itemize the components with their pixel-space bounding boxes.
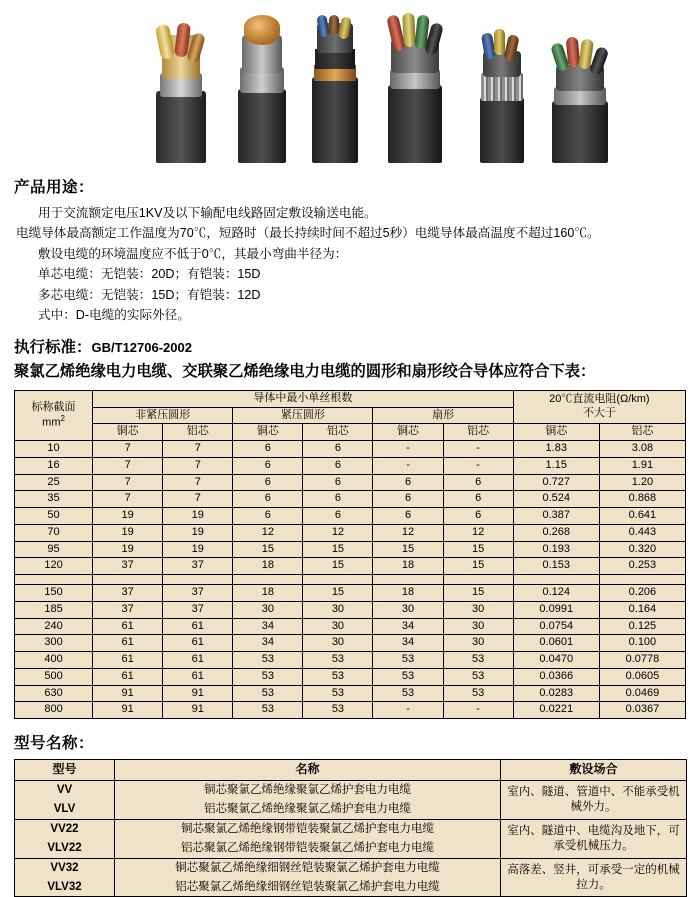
cell-se-cu: 18 <box>373 558 443 575</box>
cell-ru-cu: 7 <box>93 474 163 491</box>
cell-ru-cu: 61 <box>93 635 163 652</box>
cell-r-cu: 0.0601 <box>513 635 599 652</box>
cell-name: 铝芯聚氯乙烯绝缘钢带铠装聚氯乙烯护套电力电缆 <box>115 839 501 858</box>
cell-model: VLV <box>15 800 115 819</box>
product-photo-banner <box>0 0 700 175</box>
cell-ru-cu: 61 <box>93 618 163 635</box>
conductor-table-body <box>15 441 686 719</box>
header-dc-resistance-line2: 不大于 <box>582 407 616 420</box>
cell-rp-al: 53 <box>303 652 373 669</box>
cell-size: 50 <box>15 508 93 525</box>
cell-size: 800 <box>15 702 93 719</box>
table-row <box>15 652 686 669</box>
cell-se-al: - <box>443 702 513 719</box>
cell-ru-al: 37 <box>163 601 233 618</box>
model-table-body <box>15 780 687 897</box>
cell-ru-al: 19 <box>163 508 233 525</box>
cell-se-cu: - <box>373 702 443 719</box>
cell-r-al: 0.0778 <box>599 652 685 669</box>
cable-core-yellow <box>155 24 175 60</box>
cell-r-al: 0.0605 <box>599 668 685 685</box>
cell-r-al: 0.206 <box>599 585 685 602</box>
cell-rp-cu: 53 <box>233 652 303 669</box>
cell-rp-al: 53 <box>303 702 373 719</box>
cable-outer-sheath <box>312 77 358 163</box>
table-row <box>15 491 686 508</box>
cell-rp-al: 15 <box>303 558 373 575</box>
cell-rp-cu: 34 <box>233 635 303 652</box>
cell-model: VV32 <box>15 858 115 877</box>
table-row <box>15 780 687 799</box>
table-row <box>15 635 686 652</box>
cell-r-al: 0.100 <box>599 635 685 652</box>
spacer-cell <box>513 575 599 585</box>
usage-line-4: 单芯电缆：无铠装：20D；有铠装：15D <box>38 267 261 282</box>
usage-line-3: 敷设电缆的环境温度应不低于0℃，其最小弯曲半径为： <box>38 246 348 261</box>
cell-se-al: 30 <box>443 618 513 635</box>
cell-usage: 室内、隧道中、电缆沟及地下，可承受机械压力。 <box>501 819 687 858</box>
header-name: 名称 <box>115 760 501 781</box>
cell-model: VLV22 <box>15 839 115 858</box>
cell-size: 25 <box>15 474 93 491</box>
cell-rp-al: 30 <box>303 618 373 635</box>
cell-size: 300 <box>15 635 93 652</box>
cell-se-al: 53 <box>443 652 513 669</box>
table-row <box>15 441 686 458</box>
cell-rp-al: 15 <box>303 541 373 558</box>
spacer-cell <box>443 575 513 585</box>
cell-r-cu: 0.0221 <box>513 702 599 719</box>
cell-rp-cu: 53 <box>233 702 303 719</box>
cell-ru-al: 61 <box>163 618 233 635</box>
product-usage-section <box>0 175 700 325</box>
cell-rp-cu: 6 <box>233 474 303 491</box>
cell-se-al: 30 <box>443 635 513 652</box>
execution-standard-label: 执行标准： <box>14 339 92 357</box>
header-sector: 扇形 <box>373 407 513 424</box>
cell-r-al: 0.868 <box>599 491 685 508</box>
table-row <box>15 618 686 635</box>
model-table <box>14 759 687 897</box>
cell-rp-cu: 6 <box>233 441 303 458</box>
cell-name: 铝芯聚氯乙烯绝缘聚氯乙烯护套电力电缆 <box>115 800 501 819</box>
cell-ru-cu: 19 <box>93 541 163 558</box>
header-round-pressed: 紧压圆形 <box>233 407 373 424</box>
spacer-cell <box>163 575 233 585</box>
cell-r-al: 0.0469 <box>599 685 685 702</box>
cable-sample-4 <box>378 11 458 163</box>
spacer-cell <box>303 575 373 585</box>
cell-ru-al: 7 <box>163 491 233 508</box>
cell-size: 35 <box>15 491 93 508</box>
cell-se-al: 6 <box>443 491 513 508</box>
cell-rp-cu: 53 <box>233 668 303 685</box>
cell-rp-al: 6 <box>303 457 373 474</box>
execution-standard-row <box>14 335 700 357</box>
cable-steel-wire-armour <box>481 73 523 101</box>
cell-ru-cu: 19 <box>93 508 163 525</box>
cell-size: 185 <box>15 601 93 618</box>
cell-se-cu: 6 <box>373 491 443 508</box>
cell-ru-al: 37 <box>163 585 233 602</box>
cable-outer-sheath <box>552 101 608 163</box>
spacer-cell <box>15 575 93 585</box>
table-row <box>15 558 686 575</box>
cell-size: 400 <box>15 652 93 669</box>
cell-rp-cu: 15 <box>233 541 303 558</box>
cell-se-cu: 15 <box>373 541 443 558</box>
header-ru-copper: 铜芯 <box>93 424 163 441</box>
cell-rp-al: 6 <box>303 474 373 491</box>
cell-se-al: 53 <box>443 685 513 702</box>
cell-se-al: 15 <box>443 541 513 558</box>
table-row <box>15 524 686 541</box>
cell-r-al: 0.320 <box>599 541 685 558</box>
cable-outer-sheath <box>238 89 286 163</box>
product-usage-title: 产品用途： <box>14 179 95 196</box>
cell-rp-al: 30 <box>303 635 373 652</box>
header-group-dc-resistance <box>513 390 685 424</box>
cell-ru-al: 61 <box>163 668 233 685</box>
header-dc-resistance-line1: 20℃直流电阻(Ω/km) <box>549 393 650 406</box>
header-rp-aluminum: 铝芯 <box>303 424 373 441</box>
cell-usage: 室内、隧道、管道中、不能承受机械外力。 <box>501 780 687 819</box>
cell-r-cu: 0.124 <box>513 585 599 602</box>
usage-line-1: 用于交流额定电压1KV及以下输配电线路固定敷设输送电能。 <box>38 206 377 220</box>
cell-rp-al: 12 <box>303 524 373 541</box>
cell-ru-cu: 7 <box>93 491 163 508</box>
table-row <box>15 585 686 602</box>
cell-r-al: 1.91 <box>599 457 685 474</box>
header-unit: mm <box>42 416 61 429</box>
cable-core-brown <box>329 15 339 35</box>
product-usage-body <box>16 203 684 325</box>
cell-size: 70 <box>15 524 93 541</box>
cell-se-al: 6 <box>443 508 513 525</box>
cell-model: VV <box>15 780 115 799</box>
table-spacer-row <box>15 575 686 585</box>
cell-se-al: 15 <box>443 585 513 602</box>
cell-r-cu: 0.727 <box>513 474 599 491</box>
header-model: 型号 <box>15 760 115 781</box>
cell-se-cu: 34 <box>373 618 443 635</box>
conductor-table-wrap <box>14 390 686 719</box>
spacer-cell <box>233 575 303 585</box>
cell-ru-al: 61 <box>163 652 233 669</box>
cell-ru-al: 91 <box>163 685 233 702</box>
cell-ru-cu: 61 <box>93 668 163 685</box>
cell-se-al: 15 <box>443 558 513 575</box>
table-row <box>15 702 686 719</box>
cell-r-cu: 0.0283 <box>513 685 599 702</box>
cell-r-cu: 0.153 <box>513 558 599 575</box>
spacer-cell <box>373 575 443 585</box>
cell-r-cu: 0.524 <box>513 491 599 508</box>
cell-name: 铝芯聚氯乙烯绝缘细钢丝铠装聚氯乙烯护套电力电缆 <box>115 878 501 897</box>
cell-ru-cu: 37 <box>93 585 163 602</box>
cell-rp-al: 6 <box>303 491 373 508</box>
header-res-aluminum: 铝芯 <box>599 424 685 441</box>
cell-rp-al: 6 <box>303 508 373 525</box>
header-usage: 敷设场合 <box>501 760 687 781</box>
cell-ru-cu: 61 <box>93 652 163 669</box>
cell-ru-al: 19 <box>163 541 233 558</box>
cell-rp-al: 15 <box>303 585 373 602</box>
cell-r-al: 0.641 <box>599 508 685 525</box>
usage-line-5: 多芯电缆：无铠装：15D；有铠装：12D <box>38 287 261 302</box>
cable-copper-conductor <box>244 15 280 45</box>
cell-ru-al: 19 <box>163 524 233 541</box>
cell-size: 16 <box>15 457 93 474</box>
cell-rp-cu: 12 <box>233 524 303 541</box>
header-res-copper: 铜芯 <box>513 424 599 441</box>
cell-r-cu: 0.0366 <box>513 668 599 685</box>
table-row <box>15 685 686 702</box>
cell-se-cu: 6 <box>373 474 443 491</box>
table-row <box>15 858 687 877</box>
cell-r-cu: 1.83 <box>513 441 599 458</box>
header-round-unpressed: 非紧压圆形 <box>93 407 233 424</box>
cell-r-cu: 0.0470 <box>513 652 599 669</box>
cell-r-al: 0.164 <box>599 601 685 618</box>
cell-ru-cu: 91 <box>93 702 163 719</box>
model-table-wrap <box>14 759 686 897</box>
cell-ru-cu: 7 <box>93 457 163 474</box>
cell-size: 120 <box>15 558 93 575</box>
cell-usage: 高落差、竖井，可承受一定的机械拉力。 <box>501 858 687 897</box>
cell-size: 150 <box>15 585 93 602</box>
cell-size: 95 <box>15 541 93 558</box>
header-nominal-section-line2 <box>17 414 90 430</box>
header-nominal-section <box>15 390 93 440</box>
cell-rp-cu: 6 <box>233 491 303 508</box>
cell-rp-cu: 6 <box>233 457 303 474</box>
cell-se-cu: 12 <box>373 524 443 541</box>
cell-r-cu: 0.193 <box>513 541 599 558</box>
header-se-copper: 铜芯 <box>373 424 443 441</box>
usage-line-2: 电缆导体最高额定工作温度为70℃，短路时（最长持续时间不超过5秒）电缆导体最高温度不超过160℃。 <box>16 226 600 241</box>
table-row <box>15 668 686 685</box>
cell-ru-al: 7 <box>163 457 233 474</box>
table-row <box>15 819 687 838</box>
header-ru-aluminum: 铝芯 <box>163 424 233 441</box>
cell-se-cu: - <box>373 457 443 474</box>
cell-se-cu: 18 <box>373 585 443 602</box>
cell-r-cu: 0.387 <box>513 508 599 525</box>
cell-rp-cu: 53 <box>233 685 303 702</box>
cell-ru-cu: 19 <box>93 524 163 541</box>
cell-rp-cu: 30 <box>233 601 303 618</box>
cable-outer-sheath <box>480 97 524 163</box>
cell-se-cu: 6 <box>373 508 443 525</box>
table-header-row-3 <box>15 424 686 441</box>
cell-r-al: 3.08 <box>599 441 685 458</box>
cell-ru-al: 91 <box>163 702 233 719</box>
cable-outer-sheath <box>156 91 206 163</box>
table-row <box>15 508 686 525</box>
table-row <box>15 541 686 558</box>
cell-se-cu: 53 <box>373 685 443 702</box>
header-group-min-strands: 导体中最小单丝根数 <box>93 390 514 407</box>
cable-outer-sheath <box>388 85 442 163</box>
cell-rp-cu: 18 <box>233 585 303 602</box>
conductor-table-caption: 聚氯乙烯绝缘电力电缆、交联聚乙烯绝缘电力电缆的圆形和扇形绞合导体应符合下表： <box>14 363 596 381</box>
cable-sample-5 <box>472 25 536 163</box>
spacer-cell <box>93 575 163 585</box>
header-rp-copper: 铜芯 <box>233 424 303 441</box>
cell-r-al: 0.253 <box>599 558 685 575</box>
cable-sample-2 <box>228 13 298 163</box>
table-row <box>15 601 686 618</box>
cell-r-cu: 0.268 <box>513 524 599 541</box>
cell-r-cu: 0.0991 <box>513 601 599 618</box>
cell-se-cu: - <box>373 441 443 458</box>
cell-rp-cu: 6 <box>233 508 303 525</box>
cell-r-al: 0.443 <box>599 524 685 541</box>
model-table-header-row <box>15 760 687 781</box>
cell-se-al: - <box>443 457 513 474</box>
usage-line-6: 式中：D-电缆的实际外径。 <box>38 307 190 322</box>
table-header-row-1 <box>15 390 686 407</box>
conductor-table <box>14 390 686 719</box>
cell-ru-al: 37 <box>163 558 233 575</box>
cell-se-cu: 30 <box>373 601 443 618</box>
cell-size: 10 <box>15 441 93 458</box>
cable-core-yellow <box>494 29 505 55</box>
cell-r-al: 1.20 <box>599 474 685 491</box>
cell-rp-al: 53 <box>303 685 373 702</box>
execution-standard-value: GB/T12706-2002 <box>91 340 192 356</box>
cable-sample-1 <box>148 23 214 163</box>
cell-ru-al: 7 <box>163 474 233 491</box>
cell-se-cu: 53 <box>373 668 443 685</box>
cell-ru-cu: 37 <box>93 558 163 575</box>
cell-r-al: 0.125 <box>599 618 685 635</box>
header-se-aluminum: 铝芯 <box>443 424 513 441</box>
cell-model: VLV32 <box>15 878 115 897</box>
cell-size: 630 <box>15 685 93 702</box>
cell-ru-cu: 7 <box>93 441 163 458</box>
header-unit-sup: 2 <box>60 414 65 424</box>
cable-sample-3 <box>304 15 368 163</box>
cell-rp-al: 30 <box>303 601 373 618</box>
cable-sample-6 <box>540 31 640 163</box>
cell-se-al: 6 <box>443 474 513 491</box>
cell-r-cu: 0.0754 <box>513 618 599 635</box>
cell-size: 500 <box>15 668 93 685</box>
spacer-cell <box>599 575 685 585</box>
table-row <box>15 474 686 491</box>
header-nominal-section-line1: 标称截面 <box>31 400 76 413</box>
cell-se-al: - <box>443 441 513 458</box>
model-name-title: 型号名称： <box>14 735 95 753</box>
cell-rp-al: 6 <box>303 441 373 458</box>
cell-r-al: 0.0367 <box>599 702 685 719</box>
cell-ru-al: 61 <box>163 635 233 652</box>
cell-name: 铜芯聚氯乙烯绝缘细钢丝铠装聚氯乙烯护套电力电缆 <box>115 858 501 877</box>
cell-se-cu: 53 <box>373 652 443 669</box>
cell-rp-al: 53 <box>303 668 373 685</box>
cell-se-al: 12 <box>443 524 513 541</box>
cell-ru-cu: 91 <box>93 685 163 702</box>
cell-rp-cu: 18 <box>233 558 303 575</box>
cell-se-al: 30 <box>443 601 513 618</box>
cell-model: VV22 <box>15 819 115 838</box>
table-row <box>15 457 686 474</box>
cell-size: 240 <box>15 618 93 635</box>
cell-name: 铜芯聚氯乙烯绝缘钢带铠装聚氯乙烯护套电力电缆 <box>115 819 501 838</box>
cell-r-cu: 1.15 <box>513 457 599 474</box>
cell-se-cu: 34 <box>373 635 443 652</box>
cell-ru-cu: 37 <box>93 601 163 618</box>
cell-rp-cu: 34 <box>233 618 303 635</box>
cell-ru-al: 7 <box>163 441 233 458</box>
cell-name: 铜芯聚氯乙烯绝缘聚氯乙烯护套电力电缆 <box>115 780 501 799</box>
cell-se-al: 53 <box>443 668 513 685</box>
